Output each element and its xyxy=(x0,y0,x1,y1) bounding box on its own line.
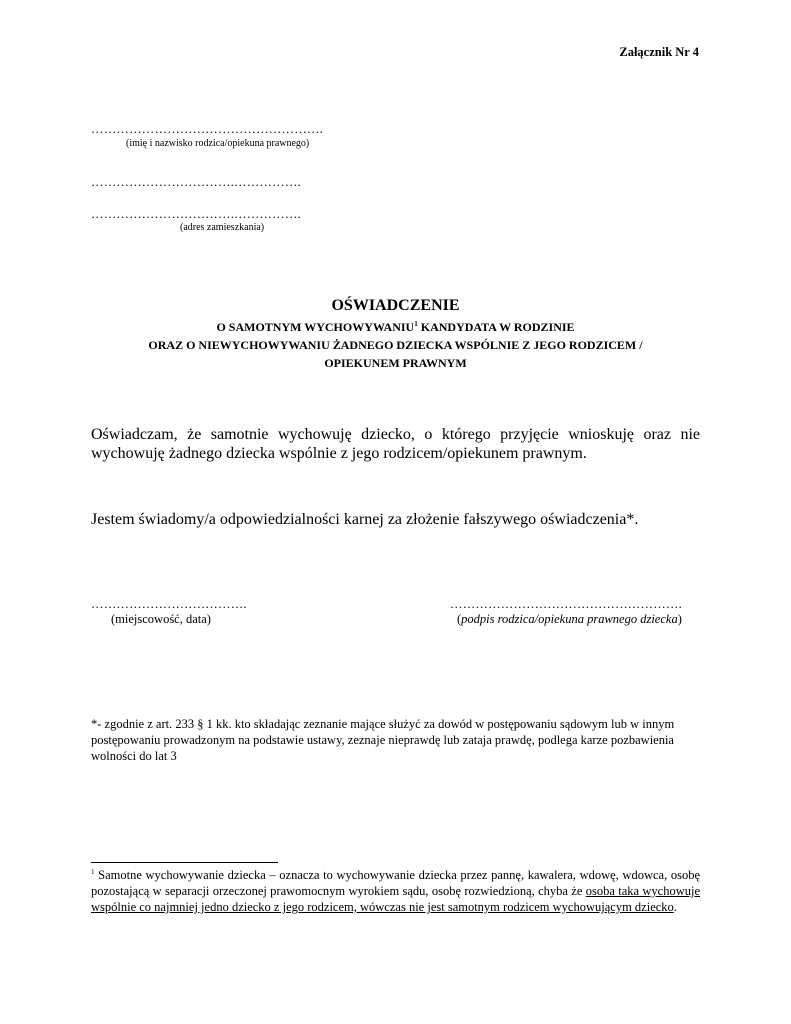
name-dotted-line: ………………………………………………. xyxy=(91,122,323,136)
signature-dotted-line: ………………………………………………. xyxy=(450,597,682,611)
name-caption: (imię i nazwisko rodzica/opiekuna prawnego) xyxy=(126,138,310,149)
place-date-caption: (miejscowość, data) xyxy=(111,612,211,626)
place-date-dotted-line: ………………………………. xyxy=(91,597,247,611)
subtitle-line-1: O SAMOTNYM WYCHOWYWANIU$^1$ KANDYDATA W RODZINIE xyxy=(216,320,575,334)
subtitle-line-3: OPIEKUNEM PRAWNYM xyxy=(324,356,467,370)
address-dotted-line-1: …………………………….……………. xyxy=(91,175,301,189)
statement-line-2: wychowuję żadnego dziecka wspólnie z jego rodzicem/opiekunem prawnym. xyxy=(91,445,587,462)
awareness-statement: Jestem świadomy/a odpowiedzialności karnej za złożenie fałszywego oświadczenia*. xyxy=(91,511,639,528)
footnote-underlined-text: osoba taka wychowuje wspólnie co najmniej jedno dziecko z jego rodzicem, wówczas nie jest samotnym rodzicem wychowującym dziecko xyxy=(91,884,700,914)
document-title: OŚWIADCZENIE xyxy=(331,297,460,314)
footnote-marker: 1 xyxy=(91,867,95,876)
signature-caption: (podpis rodzica/opiekuna prawnego dziecka) xyxy=(457,612,682,626)
asterisk-note: *- zgodnie z art. 233 § 1 kk. kto składając zeznanie mające służyć za dowód w postępowaniu sądowym lub w innym postępowaniu prowadzonym na podstawie ustawy, zeznaje nieprawdę lub zataja prawdę, podlega karze pozbawienia wolności do lat 3 xyxy=(91,717,675,763)
address-caption: (adres zamieszkania) xyxy=(180,222,265,233)
address-dotted-line-2: …………………………….……………. xyxy=(91,207,301,221)
footnote: $^1$ Samotne wychowywanie dziecka – oznacza to wychowywanie dziecka przez pannę, kawalera, wdowę, wdowca, osobę pozostającą w separacji orzeczonej prawomocnym wyrokiem sądu, osobę rozwiedzioną, chyba że osoba taka wychowuje wspólnie co najmniej jedno dziecko z jego rodzicem, wówczas nie jest samotnym rodzicem wychowującym dziecko. xyxy=(91,867,700,914)
subtitle-line-2: ORAZ O NIEWYCHOWYWANIU ŻADNEGO DZIECKA WSPÓLNIE Z JEGO RODZICEM / xyxy=(148,338,643,352)
annex-label: Załącznik Nr 4 xyxy=(619,45,699,59)
footnote-ref: 1 xyxy=(414,320,418,328)
statement-line-1: Oświadczam, że samotnie wychowuję dziecko, o którego przyjęcie wnioskuję oraz nie xyxy=(91,426,700,443)
footnote-separator xyxy=(91,862,278,863)
